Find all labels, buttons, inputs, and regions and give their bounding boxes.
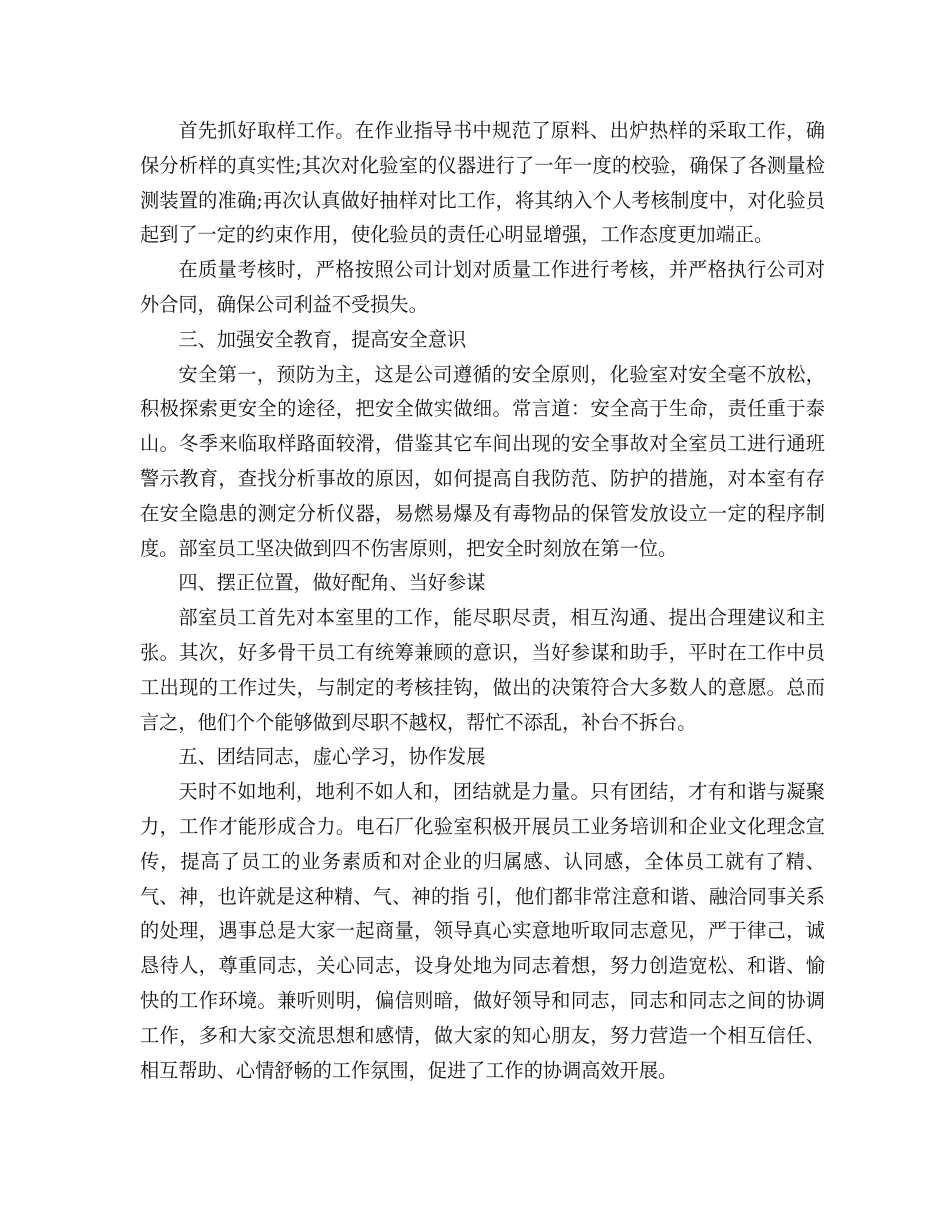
paragraph-safety: 安全第一，预防为主，这是公司遵循的安全原则，化验室对安全毫不放松，积极探索更安全的途径，把安全做实做细。常言道：安全高于生命，责任重于泰山。冬季来临取样路面较滑，借鉴其它车间出现的安全事故对全室员工进行通班警示教育，查找分析事故的原因，如何提高自我防范、防护的措施，对本室有存在安全隐患的测定分析仪器，易燃易爆及有毒物品的保管发放设立一定的程序制度。部室员工坚决做到四不伤害原则，把安全时刻放在第一位。 [140,362,825,560]
paragraph-unity: 天时不如地利，地利不如人和，团结就是力量。只有团结，才有和谐与凝聚力，工作才能形成合力。电石厂化验室积极开展员工业务培训和企业文化理念宣传，提高了员工的业务素质和对企业的归属感、认同感，全体员工就有了精、气、神，也许就是这种精、气、神的指 引，他们都非常注意和谐、融洽同事关系的处理，遇事总是大家一起商量，领导真心实意地听取同志意见，严于律己，诚恳待人，尊重同志，关心同志，设身处地为同志着想，努力创造宽松、和谐、愉快的工作环境。兼听则明，偏信则暗，做好领导和同志，同志和同志之间的协调工作，多和大家交流思想和感情，做大家的知心朋友，努力营造一个相互信任、相互帮助、心情舒畅的工作氛围，促进了工作的协调高效开展。 [140,780,825,1082]
section-heading-safety: 三、加强安全教育，提高安全意识 [178,327,467,351]
paragraph-position: 部室员工首先对本室里的工作，能尽职尽责，相互沟通、提出合理建议和主张。其次，好多骨干员工有统筹兼顾的意识，当好参谋和助手，平时在工作中员工出现的工作过失，与制定的考核挂钩，做出的决策符合大多数人的意愿。总而言之，他们个个能够做到尽职不越权，帮忙不添乱，补台不拆台。 [140,606,825,734]
document-body [140,114,825,1088]
paragraph-quality-assessment: 在质量考核时，严格按照公司计划对质量工作进行考核，并严格执行公司对外合同，确保公司利益不受损失。 [140,258,825,316]
paragraph-sampling: 首先抓好取样工作。在作业指导书中规范了原料、出炉热样的采取工作，确保分析样的真实性;其次对化验室的仪器进行了一年一度的校验，确保了各测量检测装置的准确;再次认真做好抽样对比工作，将其纳入个人考核制度中，对化验员起到了一定的约束作用，使化验员的责任心明显增强，工作态度更加端正。 [140,119,825,247]
section-heading-position: 四、摆正位置，做好配角、当好参谋 [178,571,486,595]
section-heading-unity: 五、团结同志，虚心学习，协作发展 [178,745,486,769]
